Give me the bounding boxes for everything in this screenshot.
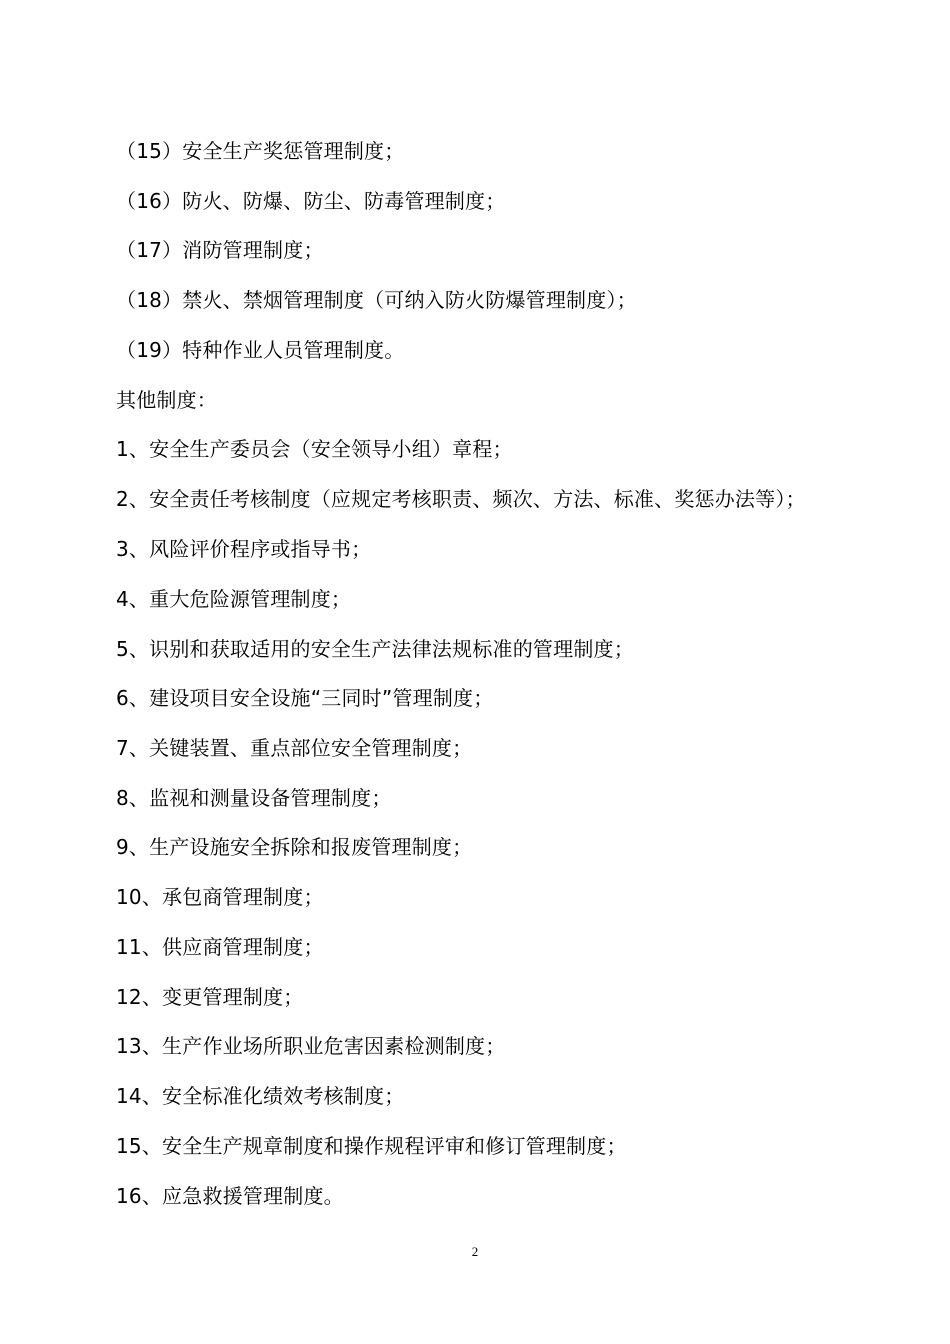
other-item-6: 6、建设项目安全设施“三同时”管理制度；: [116, 686, 494, 710]
other-item-14: 14、安全标准化绩效考核制度；: [116, 1084, 405, 1108]
other-item-8: 8、监视和测量设备管理制度；: [116, 786, 392, 810]
other-item-3: 3、风险评价程序或指导书；: [116, 537, 372, 561]
list-item-17: （17）消防管理制度；: [116, 238, 324, 262]
other-item-4: 4、重大危险源管理制度；: [116, 587, 352, 611]
section-heading-other: 其他制度：: [116, 388, 217, 412]
list-item-15: （15）安全生产奖惩管理制度；: [116, 139, 405, 163]
other-item-16: 16、应急救援管理制度。: [116, 1184, 344, 1208]
list-item-19: （19）特种作业人员管理制度。: [116, 338, 405, 362]
other-item-15: 15、安全生产规章制度和操作规程评审和修订管理制度；: [116, 1134, 627, 1158]
other-item-1: 1、安全生产委员会（安全领导小组）章程；: [116, 437, 513, 461]
other-item-12: 12、变更管理制度；: [116, 985, 304, 1009]
other-item-9: 9、生产设施安全拆除和报废管理制度；: [116, 835, 473, 859]
other-item-13: 13、生产作业场所职业危害因素检测制度；: [116, 1034, 506, 1058]
list-item-16: （16）防火、防爆、防尘、防毒管理制度；: [116, 189, 506, 213]
other-item-2: 2、安全责任考核制度（应规定考核职责、频次、方法、标准、奖惩办法等）；: [116, 487, 806, 511]
other-item-11: 11、供应商管理制度；: [116, 935, 324, 959]
other-item-5: 5、识别和获取适用的安全生产法律法规标准的管理制度；: [116, 637, 634, 661]
other-item-10: 10、承包商管理制度；: [116, 885, 324, 909]
page-number: 2: [471, 1244, 479, 1259]
list-item-18: （18）禁火、禁烟管理制度（可纳入防火防爆管理制度）；: [116, 288, 637, 312]
other-item-7: 7、关键装置、重点部位安全管理制度；: [116, 736, 473, 760]
